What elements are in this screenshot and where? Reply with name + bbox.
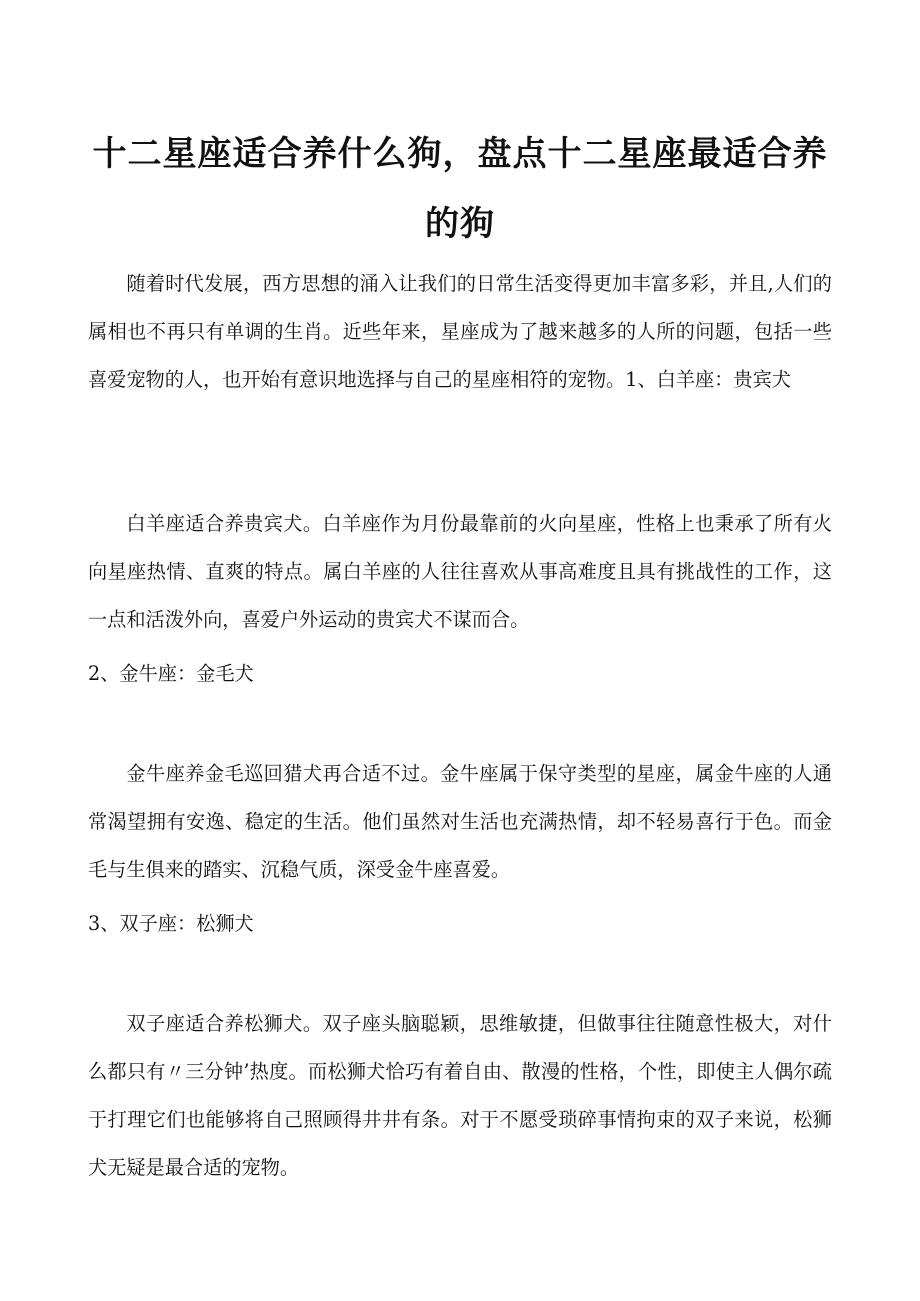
gemini-paragraph: 双子座适合养松狮犬。双子座头脑聪颖，思维敏捷，但做事往往随意性极大，对什么都只有〃三分钟’热度。而松狮犬恰巧有着自由、散漫的性格，个性，即使主人偶尔疏于打理它们也能够将自己照顾得井井有条。对于不愿受琐碎事情拘束的双子来说，松狮犬无疑是最合适的宠物。 bbox=[88, 1012, 832, 1179]
gemini-heading: 3、双子座：松狮犬 bbox=[88, 912, 254, 935]
aries-paragraph: 白羊座适合养贵宾犬。白羊座作为月份最靠前的火向星座，性格上也秉承了所有火向星座热情、直爽的特点。属白羊座的人往往喜欢从事高难度且具有挑战性的工作，这一点和活泼外向，喜爱户外运动的贵宾犬不谋而合。 bbox=[88, 512, 832, 631]
document-title-line-1: 十二星座适合养什么狗，盘点十二星座最适合养 bbox=[92, 134, 828, 174]
taurus-heading: 2、金牛座：金毛犬 bbox=[88, 662, 254, 685]
document-title-line-2: 的狗 bbox=[425, 204, 495, 244]
intro-paragraph: 随着时代发展，西方思想的涌入让我们的日常生活变得更加丰富多彩，并且,人们的属相也不再只有单调的生肖。近些年来，星座成为了越来越多的人所的问题，包括一些喜爱宠物的人，也开始有意识地选择与自己的星座相符的宠物。1、白羊座：贵宾犬 bbox=[88, 272, 832, 391]
taurus-paragraph: 金牛座养金毛巡回猎犬再合适不过。金牛座属于保守类型的星座，属金牛座的人通常渴望拥有安逸、稳定的生活。他们虽然对生活也充满热情，却不轻易喜行于色。而金毛与生俱来的踏实、沉稳气质，深受金牛座喜爱。 bbox=[88, 762, 832, 881]
